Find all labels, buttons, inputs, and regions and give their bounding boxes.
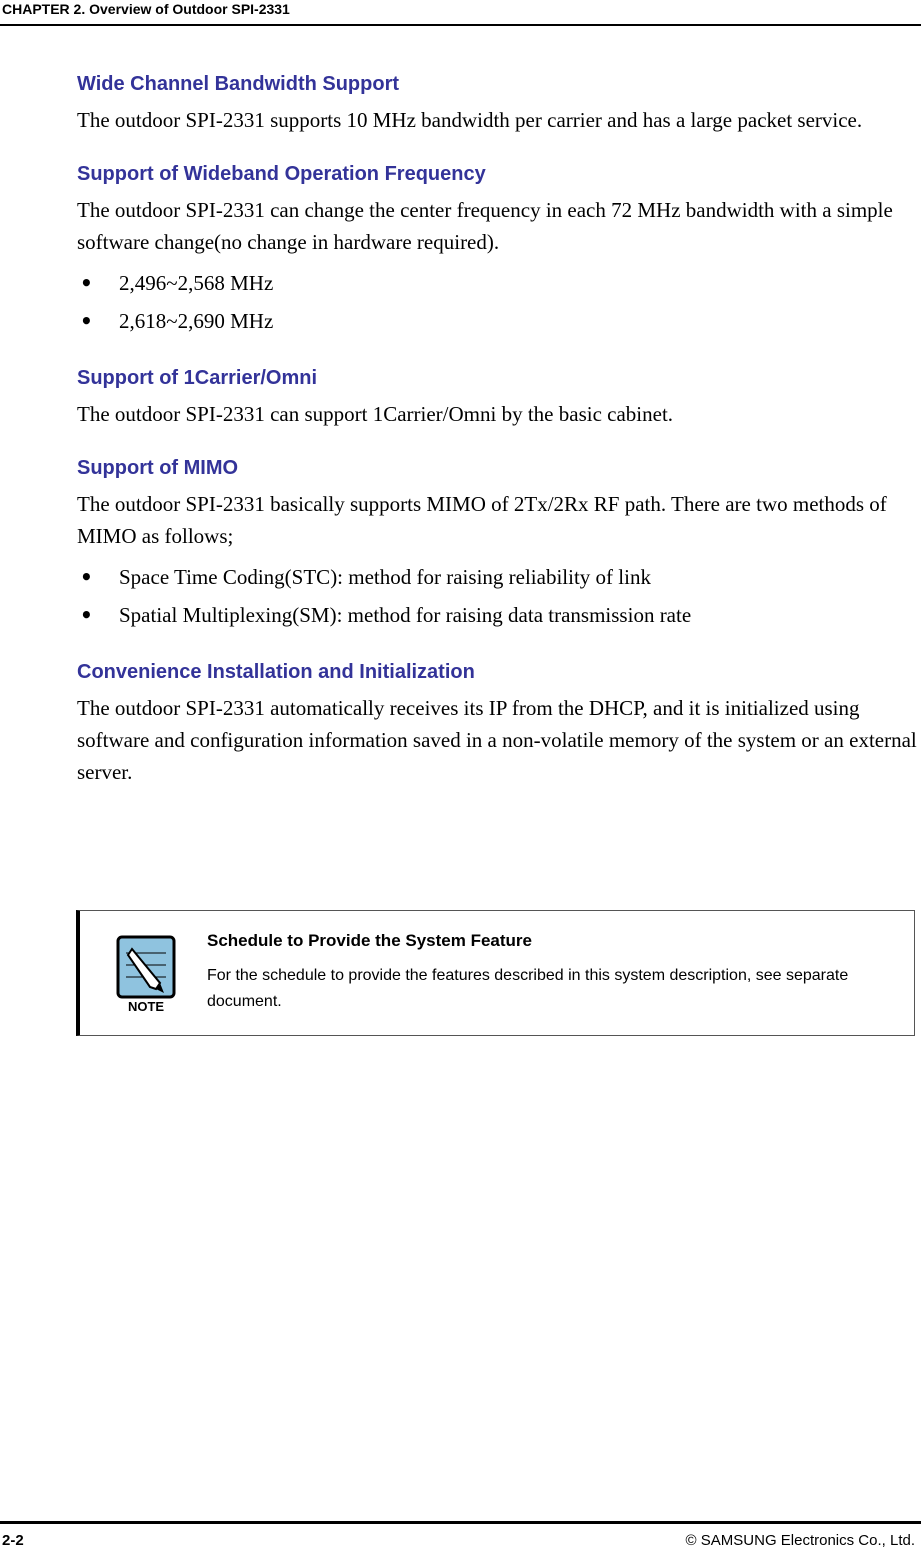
page-header (0, 0, 921, 26)
section-body: The outdoor SPI-2331 automatically receives its IP from the DHCP, and it is initialized using software and configuration information saved in a non-volatile memory of the system or an external server. (77, 696, 917, 784)
bullet-icon: • (80, 309, 93, 333)
list-item (77, 596, 917, 634)
list-item-text: 2,618~2,690 MHz (119, 309, 274, 333)
bullet-list (77, 264, 917, 340)
section-title: Convenience Installation and Initialization (77, 661, 475, 683)
list-item-text: 2,496~2,568 MHz (119, 271, 274, 295)
section-carrier-omni (77, 364, 917, 430)
section-body: The outdoor SPI-2331 basically supports MIMO of 2Tx/2Rx RF path. There are two methods of MIMO as follows; (77, 492, 887, 548)
section-installation (77, 658, 917, 788)
section-wideband-frequency (77, 160, 917, 340)
section-wide-channel (77, 70, 917, 136)
bullet-icon: • (80, 565, 93, 589)
list-item (77, 264, 917, 302)
section-body: The outdoor SPI-2331 can change the center frequency in each 72 MHz bandwidth with a simple software change(no change in hardware required). (77, 198, 893, 254)
list-item-text: Space Time Coding(STC): method for raising reliability of link (119, 565, 651, 589)
section-body: The outdoor SPI-2331 can support 1Carrier/Omni by the basic cabinet. (77, 402, 674, 426)
note-icon-label: NOTE (127, 999, 165, 1014)
note-title: Schedule to Provide the System Feature (207, 931, 532, 950)
section-title: Wide Channel Bandwidth Support (77, 73, 400, 95)
copyright: © SAMSUNG Electronics Co., Ltd. (685, 1532, 915, 1549)
note-icon (116, 935, 176, 1017)
bullet-icon: • (80, 603, 93, 627)
section-body: The outdoor SPI-2331 supports 10 MHz bandwidth per carrier and has a large packet service. (77, 108, 863, 132)
main-content (77, 70, 917, 812)
list-item (77, 302, 917, 340)
section-title: Support of MIMO (77, 457, 239, 479)
list-item-text: Spatial Multiplexing(SM): method for raising data transmission rate (119, 603, 692, 627)
bullet-icon: • (80, 271, 93, 295)
section-title: Support of Wideband Operation Frequency (77, 163, 486, 185)
section-mimo (77, 454, 917, 634)
page-number: 2-2 (2, 1532, 24, 1549)
section-title: Support of 1Carrier/Omni (77, 367, 318, 389)
bullet-list (77, 558, 917, 634)
chapter-title: CHAPTER 2. Overview of Outdoor SPI-2331 (2, 1, 290, 17)
note-text: For the schedule to provide the features described in this system description, see separate document. (207, 967, 849, 1010)
note-box (76, 910, 915, 1036)
list-item (77, 558, 917, 596)
page-footer (0, 1521, 921, 1551)
